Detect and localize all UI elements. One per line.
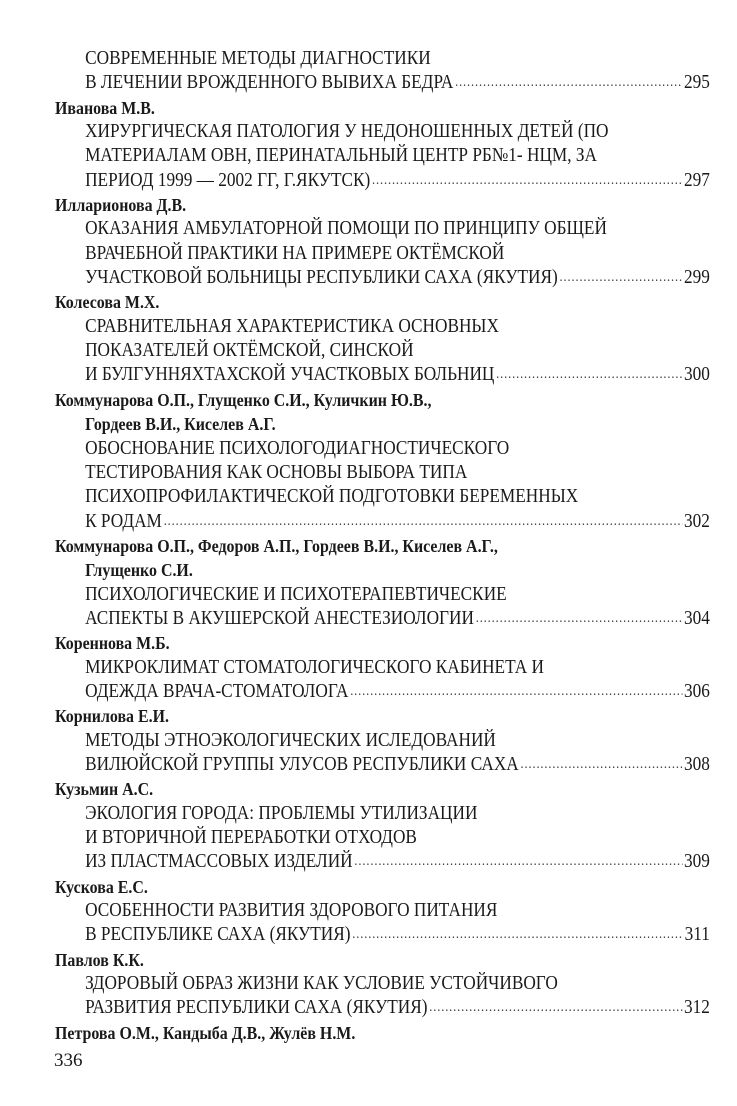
dot-leader [429, 996, 682, 1020]
toc-entry-title-line [55, 47, 710, 71]
toc-entry-title-line [55, 583, 710, 607]
entry-title-text: ПСИХОЛОГИЧЕСКИЕ И ПСИХОТЕРАПЕВТИЧЕСКИЕ [85, 583, 507, 605]
entry-title-text: ИЗ ПЛАСТМАССОВЫХ ИЗДЕЛИЙ [85, 851, 353, 873]
entry-title-text: МИКРОКЛИМАТ СТОМАТОЛОГИЧЕСКОГО КАБИНЕТА И [85, 656, 545, 678]
page-number: 336 [54, 1050, 83, 1071]
entry-page-number: 297 [684, 169, 710, 191]
dot-leader [496, 363, 682, 387]
entry-title-text: МАТЕРИАЛАМ ОВН, ПЕРИНАТАЛЬНЫЙ ЦЕНТР РБ№1- НЦМ, ЗА [85, 145, 597, 167]
entry-page-number: 300 [684, 364, 710, 386]
entry-title-text: УЧАСТКОВОЙ БОЛЬНИЦЫ РЕСПУБЛИКИ САХА (ЯКУТИЯ) [85, 267, 558, 289]
toc-entry-title-line-with-page [55, 607, 710, 631]
toc-entry-authors: Коммунарова О.П., Федоров А.П., Гордеев В.И., Киселев А.Г., [55, 535, 498, 556]
dot-leader [476, 607, 683, 631]
toc-entry-authors: Кузьмин А.С. [55, 779, 154, 800]
entry-title-text: ЭКОЛОГИЯ ГОРОДА: ПРОБЛЕМЫ УТИЛИЗАЦИИ [85, 802, 478, 824]
toc-entry-title-line-with-page [55, 71, 710, 95]
toc-entry-title-line [55, 485, 710, 509]
toc-entry-title-line [55, 120, 710, 144]
toc-entry-title-line [55, 217, 710, 241]
entry-title-text: ПСИХОПРОФИЛАКТИЧЕСКОЙ ПОДГОТОВКИ БЕРЕМЕННЫХ [85, 486, 579, 508]
entry-title-text: ОСОБЕННОСТИ РАЗВИТИЯ ЗДОРОВОГО ПИТАНИЯ [85, 900, 498, 922]
entry-title-text: ПОКАЗАТЕЛЕЙ ОКТЁМСКОЙ, СИНСКОЙ [85, 340, 414, 362]
toc-entry-title-line [55, 315, 710, 339]
toc-entry-authors: Илларионова Д.В. [55, 195, 187, 216]
toc-entry-title-line [55, 144, 710, 168]
toc-entry-authors: Петрова О.М., Кандыба Д.В., Жулёв Н.М. [55, 1022, 356, 1043]
toc-entry-authors: Кускова Е.С. [55, 876, 148, 897]
dot-leader [352, 923, 683, 947]
dot-leader [164, 510, 683, 534]
dot-leader [521, 753, 683, 777]
toc-entry-title-line-with-page [55, 923, 710, 947]
toc-entry-title-line [55, 461, 710, 485]
toc-entry-authors: Корнилова Е.И. [55, 706, 169, 727]
entry-title-text: И ВТОРИЧНОЙ ПЕРЕРАБОТКИ ОТХОДОВ [85, 827, 417, 848]
entry-title-text: СОВРЕМЕННЫЕ МЕТОДЫ ДИАГНОСТИКИ [85, 48, 431, 69]
toc-entry-title-line-with-page [55, 996, 710, 1020]
toc-entry-title-line [55, 729, 710, 753]
dot-leader [354, 850, 682, 874]
entry-title-text: АСПЕКТЫ В АКУШЕРСКОЙ АНЕСТЕЗИОЛОГИИ [85, 607, 474, 629]
entry-page-number: 312 [684, 997, 710, 1019]
toc-entry-title-line [55, 656, 710, 680]
toc-entry-title-line-with-page [55, 753, 710, 777]
toc-entry-title-line [55, 899, 710, 923]
entry-title-text: СРАВНИТЕЛЬНАЯ ХАРАКТЕРИСТИКА ОСНОВНЫХ [85, 315, 499, 337]
entry-title-text: ТЕСТИРОВАНИЯ КАК ОСНОВЫ ВЫБОРА ТИПА [85, 461, 468, 483]
toc-entry-authors: Гордеев В.И., Киселев А.Г. [85, 414, 276, 435]
entry-title-text: ОКАЗАНИЯ АМБУЛАТОРНОЙ ПОМОЩИ ПО ПРИНЦИПУ ОБЩЕЙ [85, 218, 607, 240]
toc-entry-authors: Иванова М.В. [55, 97, 155, 118]
toc-entry-authors: Кореннова М.Б. [55, 633, 170, 654]
entry-title-text: РАЗВИТИЯ РЕСПУБЛИКИ САХА (ЯКУТИЯ) [85, 997, 428, 1019]
toc-entry-title-line-with-page [55, 363, 710, 387]
entry-page-number: 295 [684, 72, 710, 94]
entry-page-number: 306 [684, 680, 710, 702]
toc-entry-title-line-with-page [55, 850, 710, 874]
toc-entry-authors: Колесова М.Х. [55, 292, 160, 313]
entry-page-number: 304 [684, 607, 710, 629]
toc-entry-title-line [55, 826, 710, 850]
entry-title-text: МЕТОДЫ ЭТНОЭКОЛОГИЧЕСКИХ ИСЛЕДОВАНИЙ [85, 729, 496, 751]
entry-title-text: И БУЛГУННЯХТАХСКОЙ УЧАСТКОВЫХ БОЛЬНИЦ [85, 364, 495, 386]
entry-title-text: К РОДАМ [85, 510, 162, 532]
toc-entry-authors: Павлов К.К. [55, 949, 144, 970]
toc-entry-title-line-with-page [55, 266, 710, 290]
toc-entry-title-line [55, 437, 710, 461]
dot-leader [560, 266, 683, 290]
toc-entry-title-line-with-page [55, 169, 710, 193]
entry-page-number: 299 [684, 267, 710, 289]
dot-leader [350, 680, 682, 704]
entry-title-text: ЗДОРОВЫЙ ОБРАЗ ЖИЗНИ КАК УСЛОВИЕ УСТОЙЧИВОГО [85, 973, 558, 995]
entry-title-text: ВИЛЮЙСКОЙ ГРУППЫ УЛУСОВ РЕСПУБЛИКИ САХА [85, 753, 519, 775]
entry-page-number: 308 [684, 753, 710, 775]
entry-title-text: В ЛЕЧЕНИИ ВРОЖДЕННОГО ВЫВИХА БЕДРА [85, 72, 454, 94]
entry-title-text: ХИРУРГИЧЕСКАЯ ПАТОЛОГИЯ У НЕДОНОШЕННЫХ ДЕТЕЙ (ПО [85, 121, 609, 143]
entry-page-number: 309 [684, 851, 710, 873]
entry-title-text: ОБОСНОВАНИЕ ПСИХОЛОГОДИАГНОСТИЧЕСКОГО [85, 437, 510, 459]
entry-page-number: 302 [684, 510, 710, 532]
toc-entry-title-line-with-page [55, 680, 710, 704]
toc-entry-title-line-with-page [55, 510, 710, 534]
toc-entry-title-line [55, 802, 710, 826]
table-of-contents [55, 47, 710, 1045]
entry-page-number: 311 [684, 924, 710, 946]
toc-entry-authors: Коммунарова О.П., Глущенко С.И., Куличкин Ю.В., [55, 389, 432, 410]
entry-title-text: ВРАЧЕБНОЙ ПРАКТИКИ НА ПРИМЕРЕ ОКТЁМСКОЙ [85, 242, 505, 264]
entry-title-text: В РЕСПУБЛИКЕ САХА (ЯКУТИЯ) [85, 924, 351, 946]
toc-entry-title-line [55, 242, 710, 266]
entry-title-text: ПЕРИОД 1999 — 2002 ГГ, Г.ЯКУТСК) [85, 169, 371, 191]
entry-title-text: ОДЕЖДА ВРАЧА-СТОМАТОЛОГА [85, 680, 349, 702]
dot-leader [455, 71, 682, 95]
toc-entry-title-line [55, 972, 710, 996]
toc-entry-authors: Глущенко С.И. [85, 560, 193, 581]
dot-leader [372, 169, 682, 193]
toc-entry-title-line [55, 339, 710, 363]
